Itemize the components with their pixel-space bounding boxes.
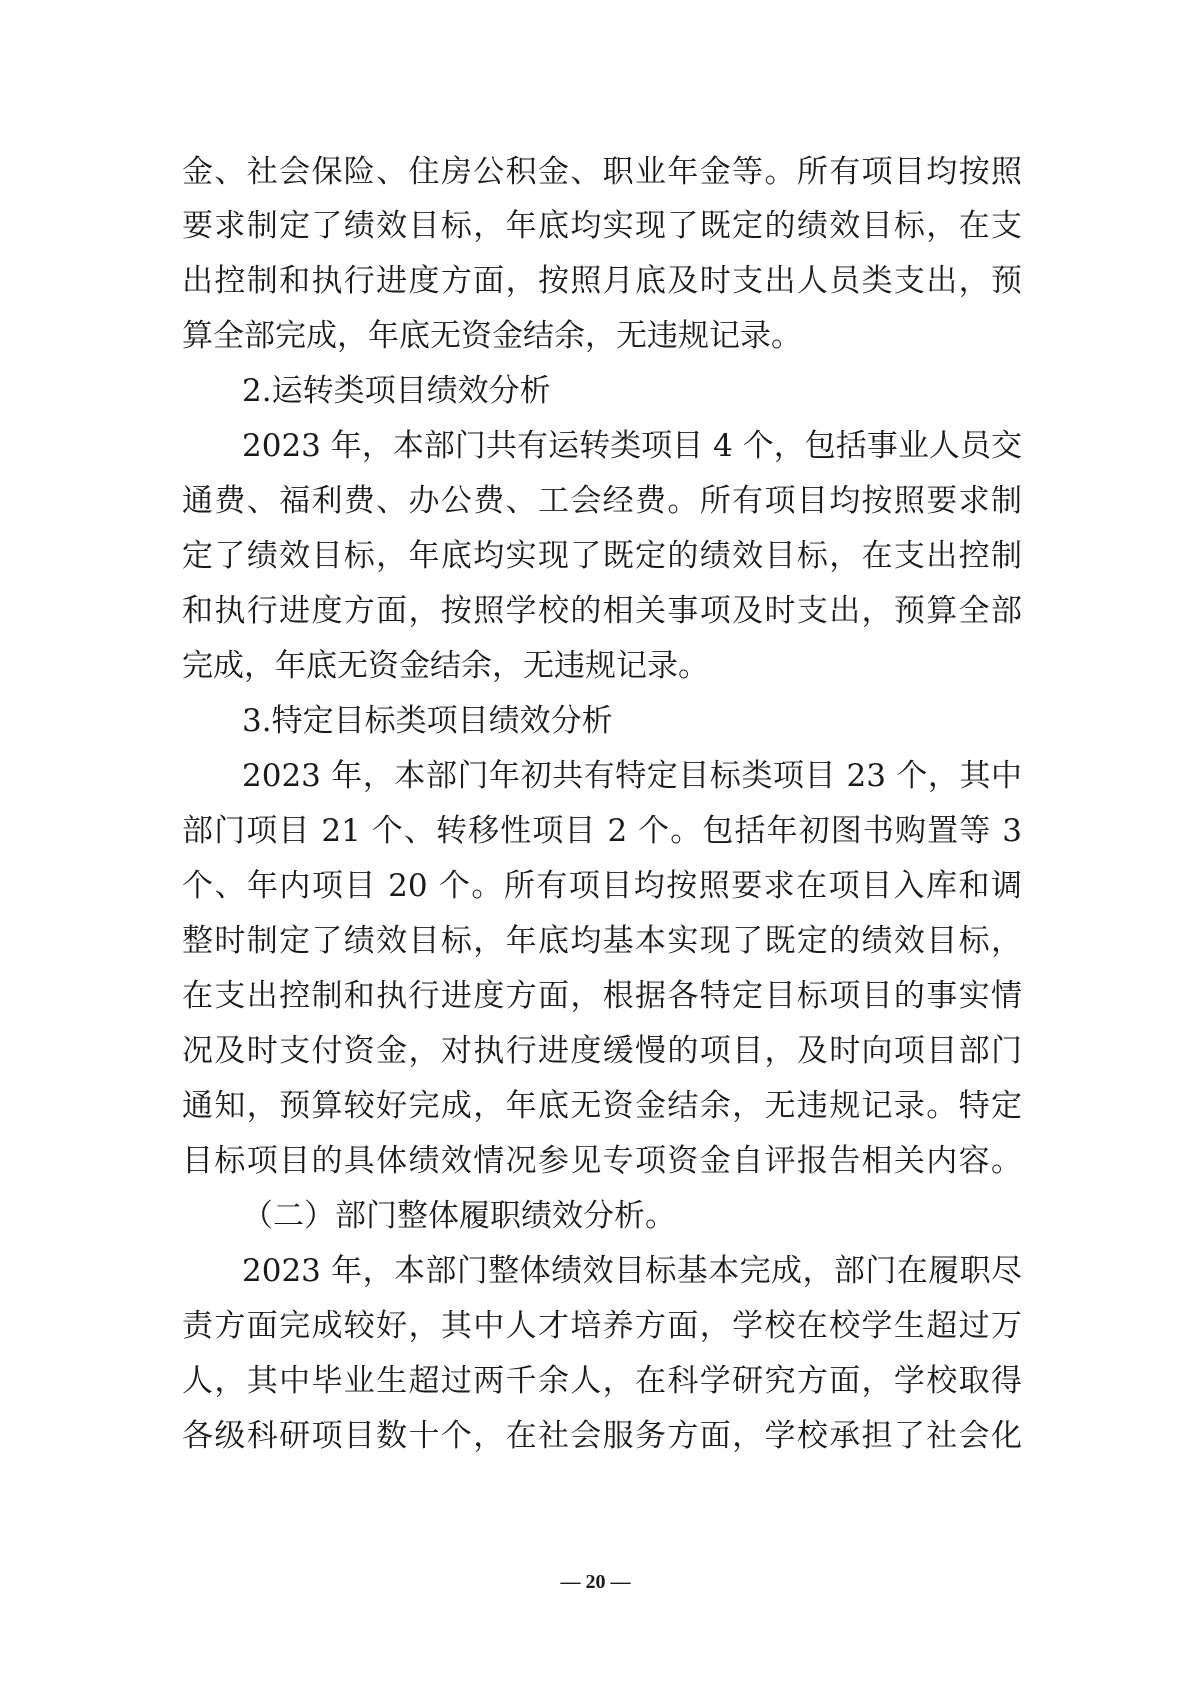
section-heading: （二）部门整体履职绩效分析。 [242, 1198, 676, 1234]
body-text-line: 通知，预算较好完成，年底无资金结余，无违规记录。特定 [182, 1088, 1022, 1124]
body-text-line: 和执行进度方面，按照学校的相关事项及时支出，预算全部 [182, 593, 1022, 629]
body-text-line: 个、年内项目 20 个。所有项目均按照要求在项目入库和调 [182, 868, 1022, 904]
body-text-line: 2023 年，本部门共有运转类项目 4 个，包括事业人员交 [242, 428, 1022, 464]
body-text-line: 定了绩效目标，年底均实现了既定的绩效目标，在支出控制 [182, 538, 1022, 574]
body-text-line: 完成，年底无资金结余，无违规记录。 [182, 648, 709, 684]
body-text-line: 在支出控制和执行进度方面，根据各特定目标项目的事实情 [182, 978, 1022, 1014]
section-heading: 2.运转类项目绩效分析 [242, 373, 551, 409]
body-text-line: 人，其中毕业生超过两千余人，在科学研究方面，学校取得 [182, 1363, 1022, 1399]
body-text-line: 出控制和执行进度方面，按照月底及时支出人员类支出，预 [182, 263, 1022, 299]
body-text-line: 2023 年，本部门整体绩效目标基本完成，部门在履职尽 [242, 1253, 1022, 1289]
body-text-line: 部门项目 21 个、转移性项目 2 个。包括年初图书购置等 3 [182, 813, 1022, 849]
body-text-line: 况及时支付资金，对执行进度缓慢的项目，及时向项目部门 [182, 1033, 1022, 1069]
body-text-line: 目标项目的具体绩效情况参见专项资金自评报告相关内容。 [182, 1143, 1022, 1179]
page-number: — 20 — [560, 1571, 631, 1593]
body-text-line: 金、社会保险、住房公积金、职业年金等。所有项目均按照 [182, 154, 1022, 190]
section-heading: 3.特定目标类项目绩效分析 [242, 703, 613, 739]
body-text-line: 通费、福利费、办公费、工会经费。所有项目均按照要求制 [182, 483, 1022, 519]
body-text-line: 2023 年，本部门年初共有特定目标类项目 23 个，其中 [242, 758, 1022, 794]
body-text-line: 各级科研项目数十个，在社会服务方面，学校承担了社会化 [182, 1418, 1022, 1454]
body-text-line: 整时制定了绩效目标，年底均基本实现了既定的绩效目标， [182, 923, 1022, 959]
body-text-line: 算全部完成，年底无资金结余，无违规记录。 [182, 318, 802, 354]
body-text-line: 要求制定了绩效目标，年底均实现了既定的绩效目标，在支 [182, 208, 1022, 244]
body-text-line: 责方面完成较好，其中人才培养方面，学校在校学生超过万 [182, 1308, 1022, 1344]
